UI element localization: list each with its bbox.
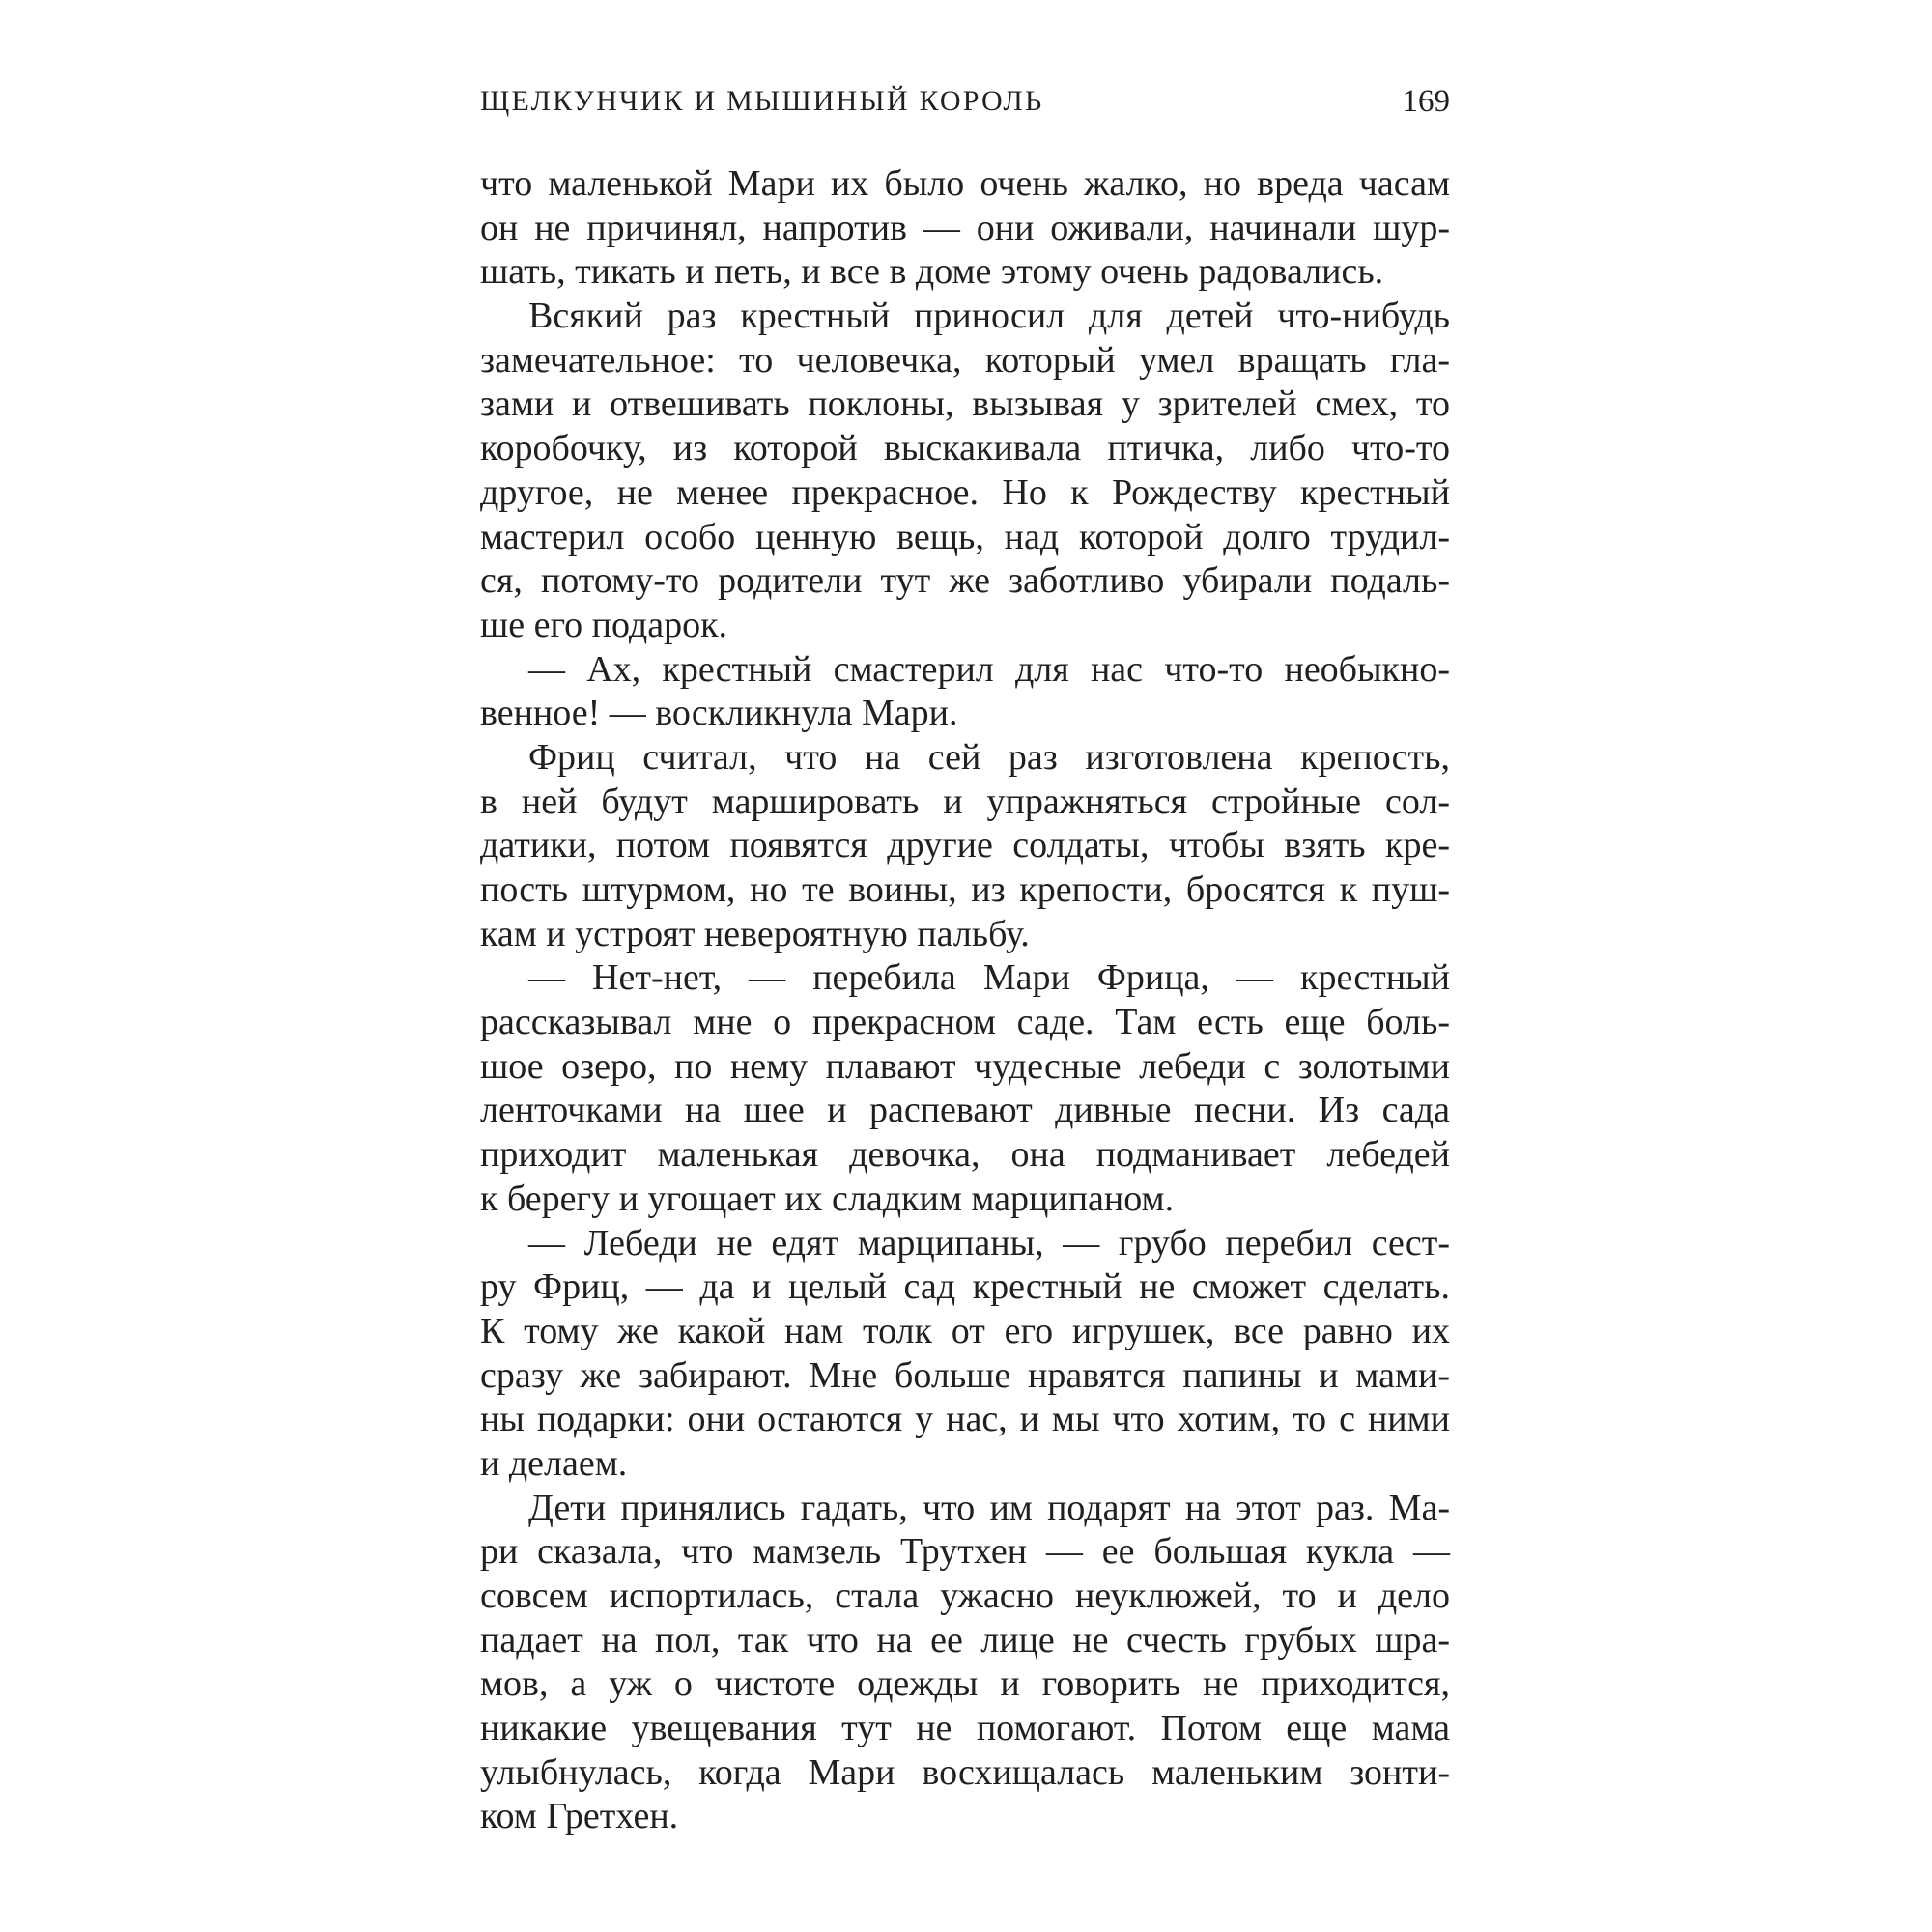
text-line: к берегу и угощает их сладким марципаном.: [480, 1178, 1175, 1219]
text-line: улыбнулась, когда Мари восхищалась маленьким зонти-: [480, 1751, 1450, 1793]
text-line: сразу же забирают. Мне больше нравятся папины и мами-: [480, 1354, 1450, 1396]
text-line: Всякий раз крестный приносил для детей что-нибудь: [528, 296, 1450, 337]
running-head: [480, 77, 1450, 126]
body-text: [480, 162, 1450, 1839]
text-line: — Лебеди не едят марципаны, — грубо перебил сест-: [528, 1222, 1450, 1264]
text-line: Фриц считал, что на сей раз изготовлена крепость,: [528, 736, 1450, 778]
text-line: венное! — воскликнула Мари.: [480, 693, 958, 734]
text-line: ру Фриц, — да и целый сад крестный не сможет сделать.: [480, 1266, 1450, 1308]
text-line: К тому же какой нам толк от его игрушек, все равно их: [480, 1310, 1450, 1351]
text-line: ком Гретхен.: [480, 1796, 679, 1837]
text-line: и делаем.: [480, 1442, 628, 1484]
text-line: датики, потом появятся другие солдаты, чтобы взять кре-: [480, 825, 1450, 867]
text-line: никакие увещевания тут не помогают. Потом еще мама: [480, 1708, 1450, 1749]
text-line: коробочку, из которой выскакивала птичка, либо что-то: [480, 428, 1450, 469]
text-line: — Ах, крестный смастерил для нас что-то необыкно-: [528, 648, 1450, 690]
text-line: мастерил особо ценную вещь, над которой долго трудил-: [480, 516, 1450, 557]
text-line: ше его подарок.: [480, 604, 728, 645]
running-title: ЩЕЛКУНЧИК И МЫШИНЫЙ КОРОЛЬ: [480, 85, 1044, 117]
text-line: ны подарки: они остаются у нас, и мы что хотим, то с ними: [480, 1399, 1450, 1440]
text-line: ся, потому-то родители тут же заботливо убирали подаль-: [480, 560, 1450, 602]
text-line: в ней будут маршировать и упражняться стройные сол-: [480, 781, 1450, 822]
text-line: он не причинял, напротив — они оживали, начинали шур-: [480, 207, 1450, 248]
text-line: что маленькой Мари их было очень жалко, но вреда часам: [480, 163, 1450, 204]
text-line: мов, а уж о чистоте одежды и говорить не приходится,: [480, 1663, 1450, 1705]
text-line: ри сказала, что мамзель Трутхен — ее большая кукла —: [480, 1531, 1450, 1573]
text-line: приходит маленькая девочка, она подманивает лебедей: [480, 1134, 1450, 1176]
text-line: шать, тикать и петь, и все в доме этому очень радовались.: [480, 251, 1384, 293]
text-line: ленточками на шее и распевают дивные песни. Из сада: [480, 1090, 1450, 1131]
text-line: зами и отвешивать поклоны, вызывая у зрителей смех, то: [480, 384, 1450, 425]
text-line: другое, не менее прекрасное. Но к Рождеству крестный: [480, 471, 1450, 513]
text-line: — Нет-нет, — перебила Мари Фрица, — крестный: [528, 957, 1450, 999]
text-line: кам и устроят невероятную пальбу.: [480, 913, 1030, 954]
text-line: совсем испортилась, стала ужасно неуклюжей, то и дело: [480, 1576, 1450, 1616]
text-line: Дети принялись гадать, что им подарят на этот раз. Ма-: [528, 1487, 1450, 1528]
text-line: падает на пол, так что на ее лице не счесть грубых шра-: [480, 1619, 1450, 1661]
text-line: пость штурмом, но те воины, из крепости, бросятся к пуш-: [480, 869, 1450, 910]
text-line: шое озеро, по нему плавают чудесные лебеди с золотыми: [480, 1045, 1450, 1087]
text-line: рассказывал мне о прекрасном саде. Там есть еще боль-: [480, 1002, 1450, 1043]
page-number: 169: [1402, 84, 1450, 119]
text-line: замечательное: то человечка, который умел вращать гла-: [480, 339, 1450, 381]
